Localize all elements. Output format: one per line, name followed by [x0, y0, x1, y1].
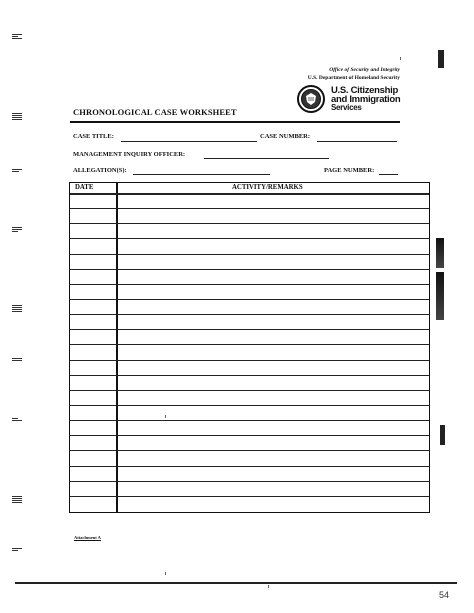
scan-mark — [12, 304, 22, 313]
scan-mark — [436, 238, 444, 268]
scan-mark — [12, 417, 22, 422]
table-row[interactable] — [70, 254, 429, 255]
table-row[interactable] — [70, 344, 429, 345]
activity-column-header: ACTIVITY/REMARKS — [232, 184, 303, 191]
table-row[interactable] — [70, 223, 429, 224]
attachment-label: Attachment A — [74, 535, 101, 540]
scan-speck — [165, 415, 166, 418]
table-row[interactable] — [70, 238, 429, 239]
activity-table — [69, 182, 430, 513]
table-row[interactable] — [70, 314, 429, 315]
scan-mark — [12, 168, 22, 173]
allegations-field[interactable] — [133, 174, 270, 175]
title-rule — [70, 121, 400, 123]
table-row[interactable] — [70, 208, 429, 209]
case-title-label: CASE TITLE: — [73, 133, 114, 140]
officer-field[interactable] — [204, 158, 329, 159]
agency-line-2: and Immigration — [331, 93, 401, 105]
table-row[interactable] — [70, 284, 429, 285]
scan-mark — [440, 425, 445, 445]
scan-mark — [12, 547, 22, 552]
table-row[interactable] — [70, 405, 429, 406]
scan-speck — [268, 585, 269, 588]
scan-mark — [436, 272, 444, 320]
scan-mark — [12, 357, 22, 362]
table-row[interactable] — [70, 496, 429, 497]
scan-mark — [12, 33, 22, 40]
allegations-label: ALLEGATION(S): — [73, 167, 127, 174]
table-row[interactable] — [70, 450, 429, 451]
scan-speck — [165, 572, 166, 575]
scan-speck — [400, 57, 401, 60]
table-row[interactable] — [70, 466, 429, 467]
table-row[interactable] — [70, 269, 429, 270]
table-row[interactable] — [70, 375, 429, 376]
table-row[interactable] — [70, 329, 429, 330]
table-row[interactable] — [70, 435, 429, 436]
agency-line-1: U.S. Citizenship — [331, 85, 398, 96]
office-line: Office of Security and Integrity — [329, 67, 400, 73]
agency-name — [331, 87, 400, 113]
page-number-field[interactable] — [379, 174, 398, 175]
page-number: 54 — [439, 590, 450, 600]
table-header-rule — [70, 193, 429, 195]
table-row[interactable] — [70, 390, 429, 391]
dhs-seal-icon — [297, 85, 325, 113]
case-number-field[interactable] — [317, 141, 397, 142]
date-column-header: DATE — [75, 184, 94, 191]
department-line: U.S. Department of Homeland Security — [307, 75, 400, 81]
table-row[interactable] — [70, 481, 429, 482]
table-row[interactable] — [70, 420, 429, 421]
worksheet-title: CHRONOLOGICAL CASE WORKSHEET — [73, 107, 237, 117]
table-row[interactable] — [70, 360, 429, 361]
case-title-field[interactable] — [121, 141, 257, 142]
scan-mark — [12, 495, 22, 504]
case-number-label: CASE NUMBER: — [260, 133, 311, 140]
page-number-label: PAGE NUMBER: — [324, 167, 375, 174]
column-divider — [116, 183, 118, 512]
table-row[interactable] — [70, 299, 429, 300]
agency-line-3: Services — [331, 103, 362, 112]
bottom-rule — [15, 582, 457, 584]
scan-mark — [12, 226, 22, 233]
scan-mark — [12, 112, 22, 121]
scan-mark — [438, 50, 444, 68]
officer-label: MANAGEMENT INQUIRY OFFICER: — [73, 151, 186, 158]
